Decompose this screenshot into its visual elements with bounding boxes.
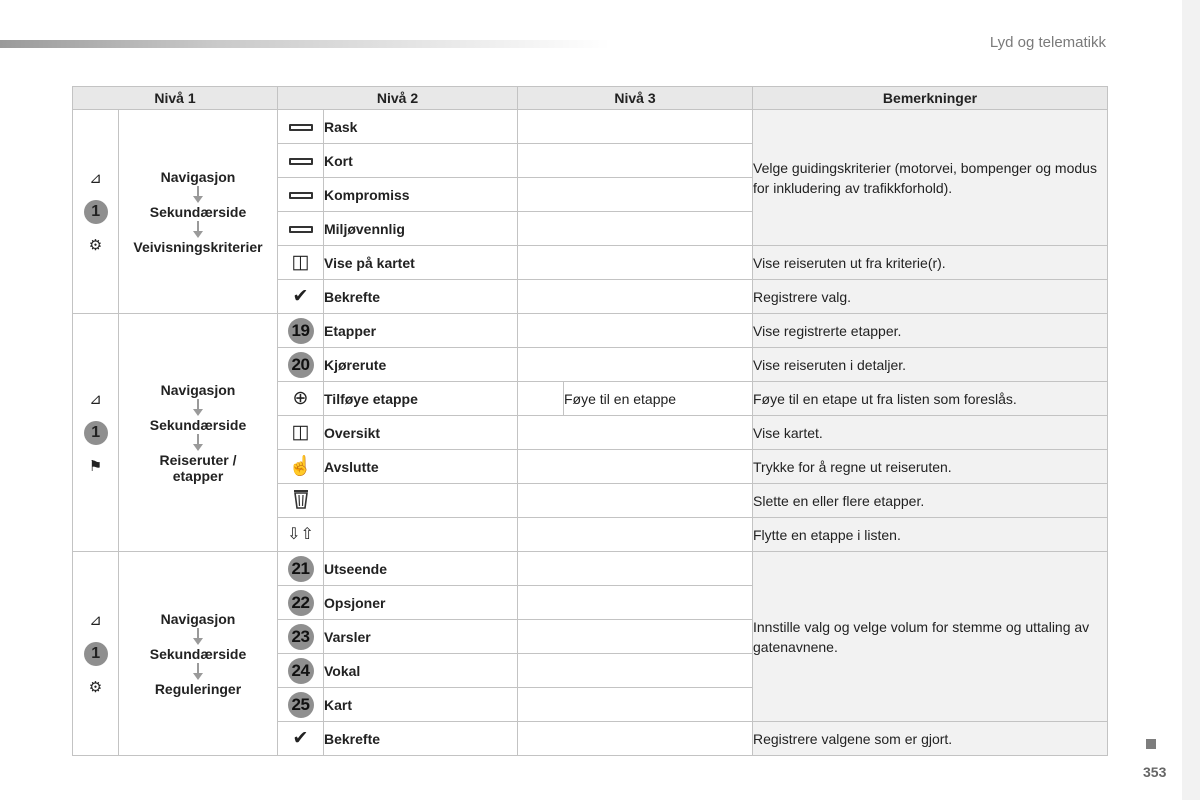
level2-label[interactable]: [324, 518, 518, 552]
level1-line1: Navigasjon: [160, 168, 236, 185]
level2-label[interactable]: Bekrefte: [324, 280, 518, 314]
badge-1: 1: [84, 421, 108, 445]
table-row: [73, 110, 1108, 144]
arrow-down-icon: [197, 186, 199, 197]
level3-cell: [518, 586, 753, 620]
navigation-icon: ⊿: [89, 390, 102, 408]
remark-cell: Trykke for å regne ut reiseruten.: [753, 450, 1108, 484]
gear-settings-icon: ⚙: [88, 678, 103, 696]
badge-1: 1: [84, 200, 108, 224]
remark-cell: Innstille valg og velge volum for stemme og uttaling av gatenavnene.: [753, 552, 1108, 722]
bar-icon: [289, 192, 313, 199]
level3-cell[interactable]: Føye til en etappe: [564, 382, 753, 416]
level2-label[interactable]: Opsjoner: [324, 586, 518, 620]
menu-table: [72, 86, 1108, 756]
level2-label[interactable]: Vise på kartet: [324, 246, 518, 280]
level3-cell: [518, 416, 753, 450]
level1-line2: Sekundærside: [149, 416, 247, 433]
remark-cell: Velge guidingskriterier (motorvei, bompenger og modus for inkludering av trafikkforhold).: [753, 110, 1108, 246]
level1-line2: Sekundærside: [149, 203, 247, 220]
level3-cell: [518, 110, 753, 144]
remark-cell: Vise registrerte etapper.: [753, 314, 1108, 348]
arrow-down-icon: [197, 663, 199, 674]
level3-cell: [518, 688, 753, 722]
bar-icon: [289, 124, 313, 131]
remark-cell: Registrere valg.: [753, 280, 1108, 314]
level1-icons: [73, 110, 119, 314]
page-edge-band: [1182, 0, 1200, 800]
level2-label[interactable]: Miljøvennlig: [324, 212, 518, 246]
header-level1: Nivå 1: [73, 87, 278, 110]
badge-22: 22: [288, 590, 314, 616]
level2-label[interactable]: Utseende: [324, 552, 518, 586]
remark-cell: Vise kartet.: [753, 416, 1108, 450]
level1-line1: Navigasjon: [160, 381, 236, 398]
map-icon: ◫: [291, 252, 310, 273]
level1-path: [119, 314, 278, 552]
map-icon: ◫: [291, 422, 310, 443]
level1-line3: Veivisningskriterier: [133, 238, 263, 255]
level2-label[interactable]: Kjørerute: [324, 348, 518, 382]
gear-hourglass-icon: ⚙: [88, 236, 103, 254]
level2-label[interactable]: Vokal: [324, 654, 518, 688]
remark-cell: Vise reiseruten i detaljer.: [753, 348, 1108, 382]
level3-cell: [518, 722, 753, 756]
bar-icon: [289, 226, 313, 233]
header-level3: Nivå 3: [518, 87, 753, 110]
bar-icon-cell: [278, 110, 324, 144]
level3-cell: [518, 654, 753, 688]
remark-cell: Slette en eller flere etapper.: [753, 484, 1108, 518]
remark-cell: Registrere valgene som er gjort.: [753, 722, 1108, 756]
level1-line3: Reiseruter /: [159, 451, 237, 468]
arrow-down-icon: [197, 221, 199, 232]
level2-label[interactable]: Avslutte: [324, 450, 518, 484]
badge-1: 1: [84, 642, 108, 666]
level2-label[interactable]: Kompromiss: [324, 178, 518, 212]
table-row: [73, 552, 1108, 586]
level3-cell: [518, 484, 753, 518]
navigation-icon: ⊿: [89, 169, 102, 187]
level1-line1: Navigasjon: [160, 610, 236, 627]
remark-cell: Vise reiseruten ut fra kriterie(r).: [753, 246, 1108, 280]
header-remarks: Bemerkninger: [753, 87, 1108, 110]
level1-path: [119, 552, 278, 756]
badge-21: 21: [288, 556, 314, 582]
level2-label[interactable]: Varsler: [324, 620, 518, 654]
level1-line3: Reguleringer: [154, 680, 242, 697]
badge-24: 24: [288, 658, 314, 684]
check-icon: ✔: [292, 286, 309, 307]
remark-cell: Føye til en etape ut fra listen som foreslås.: [753, 382, 1108, 416]
badge-19: 19: [288, 318, 314, 344]
move-arrows-icon: ⇩⇧: [287, 526, 314, 543]
table-row: [73, 314, 1108, 348]
level3-cell: [518, 178, 753, 212]
level3-cell: [518, 314, 753, 348]
table-header-row: [73, 87, 1108, 110]
level2-label[interactable]: Kart: [324, 688, 518, 722]
badge-20: 20: [288, 352, 314, 378]
page-marker: [1146, 739, 1156, 749]
level2-label[interactable]: Bekrefte: [324, 722, 518, 756]
arrow-down-icon: [197, 399, 199, 410]
add-circle-icon: ⊕: [292, 388, 309, 409]
level1-icons: [73, 552, 119, 756]
arrow-down-icon: [197, 628, 199, 639]
level1-line4: etapper: [172, 467, 224, 484]
level2-label[interactable]: Rask: [324, 110, 518, 144]
flag-add-icon: ⚑: [88, 457, 103, 475]
level2-label[interactable]: Etapper: [324, 314, 518, 348]
level3-cell: [518, 246, 753, 280]
level3-cell: [518, 518, 753, 552]
page-header-title: Lyd og telematikk: [989, 34, 1106, 51]
level3-icon-cell: [518, 382, 564, 416]
check-icon: ✔: [292, 728, 309, 749]
level2-label[interactable]: [324, 484, 518, 518]
header-decor-bar: [0, 40, 610, 48]
level3-cell: [518, 280, 753, 314]
level2-label[interactable]: Tilføye etappe: [324, 382, 518, 416]
header-level2: Nivå 2: [278, 87, 518, 110]
level3-cell: [518, 450, 753, 484]
level1-path: [119, 110, 278, 314]
remark-cell: Flytte en etappe i listen.: [753, 518, 1108, 552]
page-number: 353: [1143, 764, 1167, 780]
level3-cell: [518, 212, 753, 246]
level3-cell: [518, 348, 753, 382]
navigation-icon: ⊿: [89, 611, 102, 629]
badge-23: 23: [288, 624, 314, 650]
level1-icons: [73, 314, 119, 552]
hand-icon: ☝: [288, 456, 313, 477]
arrow-down-icon: [197, 434, 199, 445]
level1-line2: Sekundærside: [149, 645, 247, 662]
level2-label[interactable]: Kort: [324, 144, 518, 178]
trash-icon: [293, 489, 309, 509]
level3-cell: [518, 144, 753, 178]
level2-label[interactable]: Oversikt: [324, 416, 518, 450]
level3-cell: [518, 552, 753, 586]
level3-cell: [518, 620, 753, 654]
badge-25: 25: [288, 692, 314, 718]
bar-icon: [289, 158, 313, 165]
